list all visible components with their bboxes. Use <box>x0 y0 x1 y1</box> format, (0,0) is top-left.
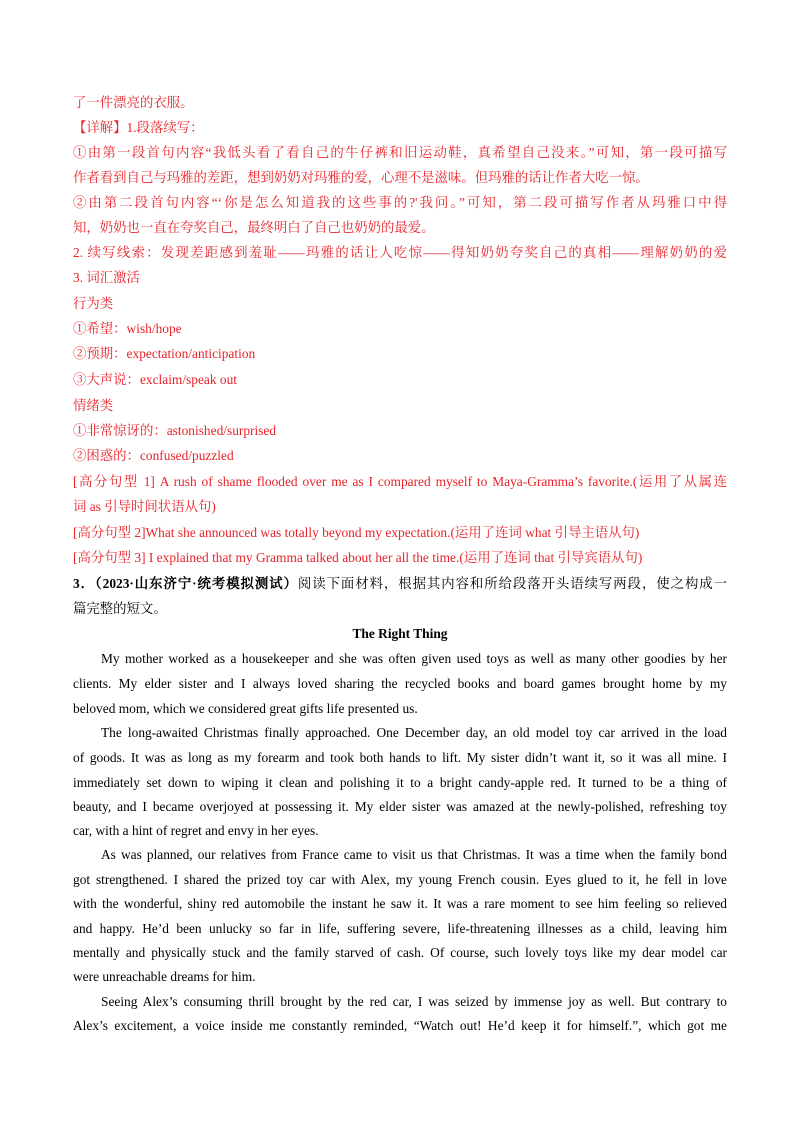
question-instruction: 阅读下面材料，根据其内容和所给段落开头语续写两段，使之构成一 <box>297 576 728 591</box>
story-line: and happy. He’d been unlucky so far in life, suffering severe, life-threatening illnesses as a child, leaving him <box>73 921 727 936</box>
story-line: immediately set down to wiping it clean and polishing it to a bright candy-apple red. It turned to be a thing of <box>73 775 727 790</box>
story-line: As was planned, our relatives from France came to visit us that Christmas. It was a time when the family bond <box>101 847 727 862</box>
category-heading: 情绪类 <box>73 398 114 413</box>
question-instruction: 篇完整的短文。 <box>73 601 167 616</box>
answer-line: 知，奶奶也一直在夸奖自己，最终明白了自己也奶奶的最爱。 <box>73 220 435 235</box>
category-heading: 行为类 <box>73 296 114 311</box>
question-header <box>73 575 727 593</box>
answer-line: 2. 续写线索：发现差距感到羞耻——玛雅的话让人吃惊——得知奶奶夸奖自己的真相——理解奶奶的爱 <box>73 245 727 260</box>
story-line: Alex’s excitement, a voice inside me constantly reminded, “Watch out! He’d keep it for himself.”, which got me <box>73 1018 727 1033</box>
sentence-pattern: [高分句型 2]What she announced was totally beyond my expectation.(运用了连词 what 引导主语从句) <box>73 525 640 540</box>
story-line: Seeing Alex’s consuming thrill brought by the red car, I was seized by immense joy as well. But contrary to <box>101 994 727 1009</box>
story-line: car, with a hint of regret and envy in her eyes. <box>73 823 319 838</box>
answer-heading: 【详解】1.段落续写： <box>73 120 204 135</box>
sentence-pattern: [高分句型 3] I explained that my Gramma talked about her all the time.(运用了连词 that 引导宾语从句) <box>73 550 643 565</box>
vocab-item: ②预期：expectation/anticipation <box>73 346 256 361</box>
question-number: 3． <box>73 576 95 591</box>
story-line: My mother worked as a housekeeper and she was often given used toys as well as many other goodies by her <box>101 651 727 666</box>
vocab-item: ②困惑的：confused/puzzled <box>73 448 234 463</box>
answer-line: 了一件漂亮的衣服。 <box>73 95 194 110</box>
story-line: with the wonderful, shiny red automobile the instant he saw it. It was a rare moment to see him feeling so relieved <box>73 896 727 911</box>
vocab-item: ①希望：wish/hope <box>73 321 182 336</box>
story-line: were unreachable dreams for him. <box>73 969 256 984</box>
story-line: of goods. It was as long as my forearm and took both hands to lift. My sister didn’t want it, so it was all mine. I <box>73 750 727 765</box>
vocab-item: ①非常惊讶的：astonished/surprised <box>73 423 277 438</box>
question-source: （2023·山东济宁·统考模拟测试） <box>94 576 298 591</box>
answer-line: ①由第一段首句内容“我低头看了看自己的牛仔裤和旧运动鞋，真希望自己没来。”可知，第一段可描写 <box>73 145 727 160</box>
answer-line: 3. 词汇激活 <box>73 270 140 285</box>
story-line: got strengthened. I shared the prized toy car with Alex, my young French cousin. Eyes glued to it, he fell in love <box>73 872 727 887</box>
story-line: clients. My elder sister and I always loved sharing the recycled books and board games brought home by my <box>73 676 727 691</box>
story-line: beloved mom, which we considered great gifts life presented us. <box>73 701 418 716</box>
sentence-pattern: [高分句型 1] A rush of shame flooded over me as I compared myself to Maya-Gramma’s favorite.(运用了从属连 <box>73 474 727 489</box>
answer-line: 作者看到自己与玛雅的差距，想到奶奶对玛雅的爱，心理不是滋味。但玛雅的话让作者大吃一惊。 <box>73 170 649 185</box>
answer-line: ②由第二段首句内容“‘你是怎么知道我的这些事的?'我问。”可知，第二段可描写作者从玛雅口中得 <box>73 195 727 210</box>
story-line: beauty, and I became overjoyed at possessing it. My elder sister was amazed at the newly-polished, refreshing toy <box>73 799 727 814</box>
story-line: mentally and physically stuck and the family starved of cash. Of course, such lovely toys like my dear model car <box>73 945 727 960</box>
sentence-pattern: 词 as 引导时间状语从句) <box>73 499 216 514</box>
story-line: The long-awaited Christmas finally approached. One December day, an old model toy car arrived in the load <box>101 725 727 740</box>
story-title: The Right Thing <box>352 626 448 641</box>
vocab-item: ③大声说：exclaim/speak out <box>73 372 238 387</box>
